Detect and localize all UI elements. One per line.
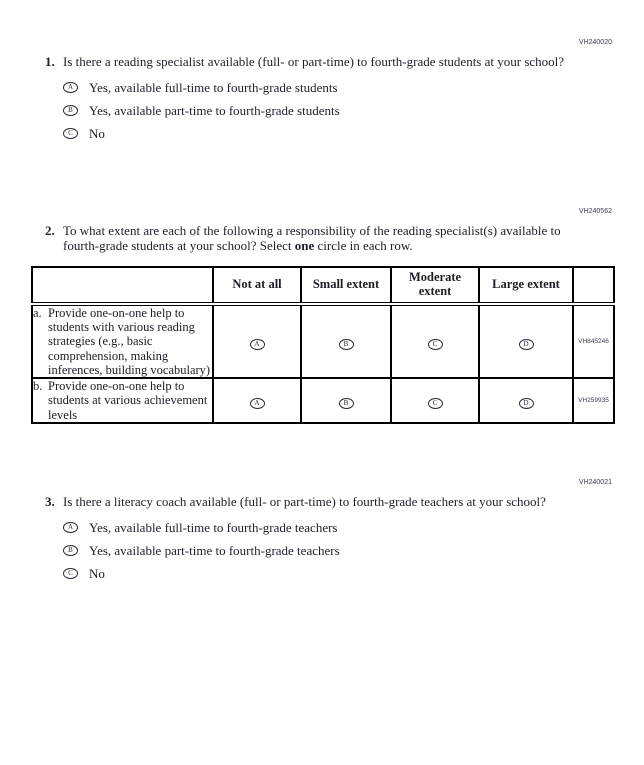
answer-bubble-d[interactable] — [519, 339, 534, 350]
row-b-large-extent-cell — [479, 378, 573, 423]
row-letter: a. — [33, 305, 42, 320]
bubble-letter: D — [523, 398, 529, 407]
bubble-letter: D — [523, 339, 529, 348]
answer-bubble-a[interactable] — [63, 82, 78, 93]
col-header-small-extent: Small extent — [301, 267, 391, 304]
bubble-letter: B — [343, 339, 349, 348]
row-b-moderate-extent-cell — [391, 378, 479, 423]
question-3 — [0, 478, 644, 581]
question-1 — [0, 38, 644, 141]
question-text: Is there a literacy coach available (full- or part-time) to fourth-grade teachers at your school? — [63, 494, 546, 509]
bubble-letter: B — [68, 546, 73, 555]
row-b-small-extent-cell — [301, 378, 391, 423]
option-b[interactable] — [63, 544, 644, 558]
row-a-stem — [32, 304, 213, 378]
question-1-options — [63, 81, 644, 141]
option-label: Yes, available part-time to fourth-grade students — [89, 102, 340, 118]
bubble-letter: C — [432, 398, 438, 407]
option-c[interactable] — [63, 127, 644, 141]
row-b-code: VH259935 — [573, 378, 614, 423]
question-number: 3. — [45, 494, 55, 509]
row-a-not-at-all-cell — [213, 304, 301, 378]
col-header-moderate-extent: Moderate extent — [391, 267, 479, 304]
code-column-header — [573, 267, 614, 304]
bubble-letter: A — [67, 83, 74, 92]
answer-bubble-b[interactable] — [339, 339, 354, 350]
answer-bubble-b[interactable] — [63, 105, 78, 116]
bubble-letter: A — [254, 339, 260, 348]
question-3-options — [63, 521, 644, 581]
q2-matrix-table — [31, 266, 615, 424]
option-a[interactable] — [63, 521, 644, 535]
answer-bubble-a[interactable] — [63, 522, 78, 533]
row-a-moderate-extent-cell — [391, 304, 479, 378]
question-3-code: VH240021 — [578, 479, 612, 486]
bubble-letter: A — [67, 523, 74, 532]
answer-bubble-a[interactable] — [250, 339, 265, 350]
question-number: 1. — [45, 54, 55, 69]
col-header-not-at-all: Not at all — [213, 267, 301, 304]
option-label: No — [89, 125, 105, 141]
answer-bubble-c[interactable] — [63, 128, 78, 139]
bubble-letter: C — [432, 339, 438, 348]
question-1-code: VH240020 — [578, 39, 612, 46]
table-row-b — [32, 378, 614, 423]
option-a[interactable] — [63, 81, 644, 95]
option-label: Yes, available part-time to fourth-grade teachers — [89, 542, 340, 558]
table-header-row — [32, 267, 614, 304]
bubble-letter: C — [68, 569, 73, 578]
question-1-prompt — [45, 55, 644, 70]
answer-bubble-b[interactable] — [339, 398, 354, 409]
row-a-small-extent-cell — [301, 304, 391, 378]
question-text: Is there a reading specialist available (full- or part-time) to fourth-grade students at your school? — [63, 54, 565, 69]
row-letter: b. — [33, 379, 43, 394]
question-text — [63, 224, 568, 254]
answer-bubble-c[interactable] — [428, 398, 443, 409]
option-label: Yes, available full-time to fourth-grade teachers — [89, 519, 338, 535]
option-label: No — [89, 565, 105, 581]
answer-bubble-b[interactable] — [63, 545, 78, 556]
question-2 — [0, 207, 644, 424]
bubble-letter: B — [68, 106, 73, 115]
bubble-letter: C — [68, 129, 73, 138]
question-text-before: To what extent are each of the following a responsibility of the reading specialist(s) available to fourth-grade students at your school? Select — [63, 223, 561, 253]
row-text: Provide one-on-one help to students at various achievement levels — [48, 379, 208, 422]
question-text-bold: one — [294, 237, 315, 253]
row-b-stem — [32, 378, 213, 423]
row-text: Provide one-on-one help to students with various reading strategies (e.g., basic comprehension, making inferences, building vocabulary) — [48, 305, 211, 377]
answer-bubble-a[interactable] — [250, 398, 265, 409]
row-a-large-extent-cell — [479, 304, 573, 378]
question-2-code: VH240562 — [578, 208, 612, 215]
stem-header — [32, 267, 213, 304]
answer-bubble-d[interactable] — [519, 398, 534, 409]
question-3-prompt — [45, 495, 644, 510]
question-number: 2. — [45, 223, 55, 238]
row-b-not-at-all-cell — [213, 378, 301, 423]
option-label: Yes, available full-time to fourth-grade students — [89, 79, 338, 95]
question-2-prompt — [45, 224, 644, 254]
option-b[interactable] — [63, 104, 644, 118]
answer-bubble-c[interactable] — [428, 339, 443, 350]
table-row-a — [32, 304, 614, 378]
question-text-after: circle in each row. — [314, 237, 413, 253]
bubble-letter: B — [343, 398, 349, 407]
bubble-letter: A — [254, 398, 260, 407]
row-a-code: VH845246 — [573, 304, 614, 378]
answer-bubble-c[interactable] — [63, 568, 78, 579]
option-c[interactable] — [63, 567, 644, 581]
col-header-large-extent: Large extent — [479, 267, 573, 304]
